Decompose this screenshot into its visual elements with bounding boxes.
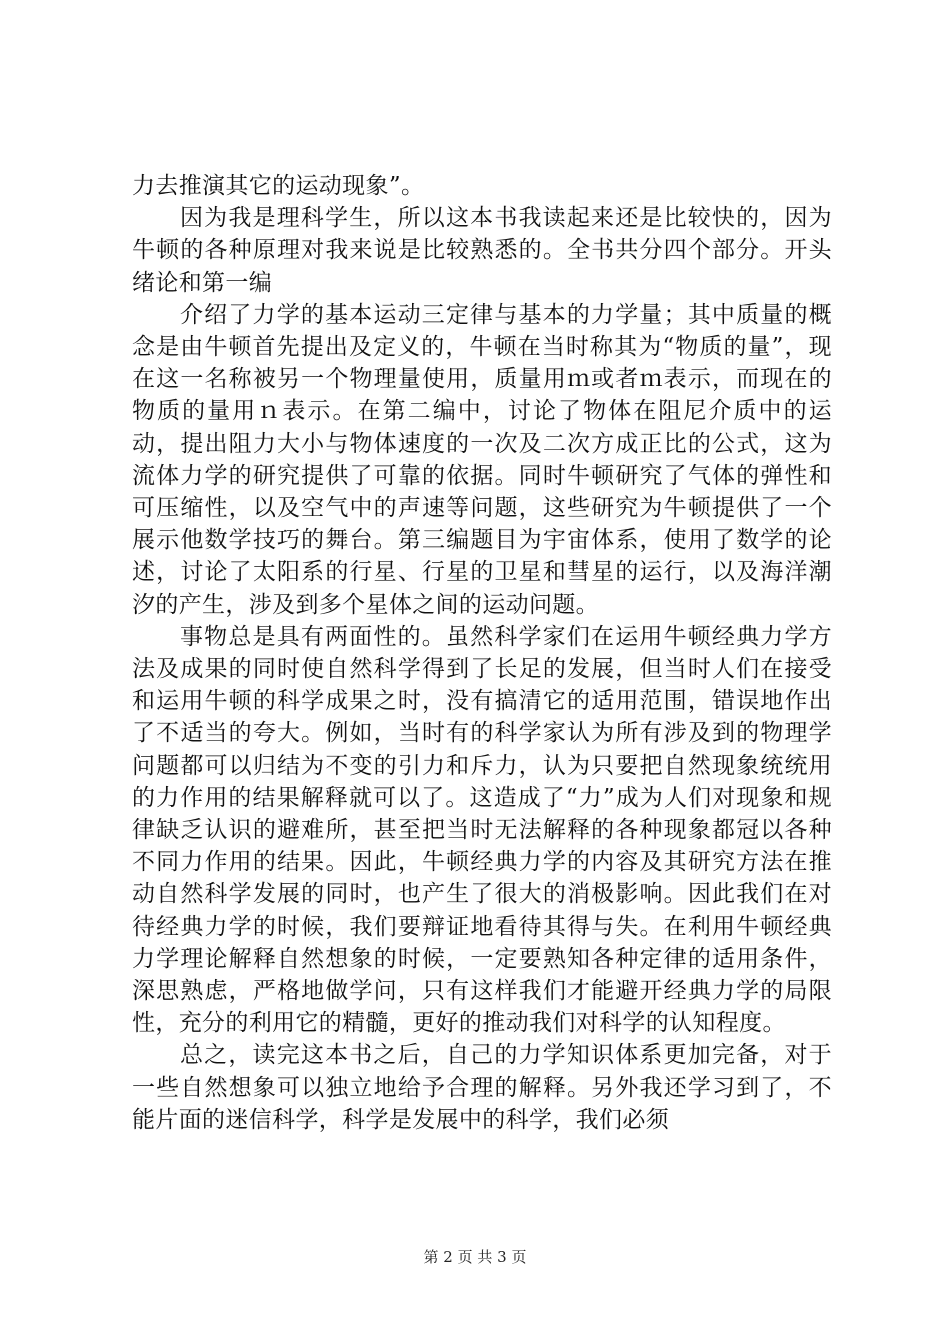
- page-footer: [0, 1246, 950, 1267]
- body-text: [132, 170, 832, 1136]
- page-number-label: 第 2 页 共 3 页: [423, 1248, 527, 1266]
- paragraph: 介绍了力学的基本运动三定律与基本的力学量；其中质量的概念是由牛顿首先提出及定义的，牛顿在当时称其为“物质的量”，现在这一名称被另一个物理量使用，质量用ｍ或者ｍ表示，而现在的物质的量用ｎ表示。在第二编中，讨论了物体在阻尼介质中的运动，提出阻力大小与物体速度的一次及二次方成正比的公式，这为流体力学的研究提供了可靠的依据。同时牛顿研究了气体的弹性和可压缩性，以及空气中的声速等问题，这些研究为牛顿提供了一个展示他数学技巧的舞台。第三编题目为宇宙体系，使用了数学的论述，讨论了太阳系的行星、行星的卫星和彗星的运行，以及海洋潮汐的产生，涉及到多个星体之间的运动问题。: [132, 301, 832, 618]
- paragraph: 总之，读完这本书之后，自己的力学知识体系更加完备，对于一些自然想象可以独立地给予合理的解释。另外我还学习到了，不能片面的迷信科学，科学是发展中的科学，我们必须: [132, 1042, 832, 1133]
- paragraph: 因为我是理科学生，所以这本书我读起来还是比较快的，因为牛顿的各种原理对我来说是比较熟悉的。全书共分四个部分。开头绪论和第一编: [132, 205, 832, 296]
- paragraph-continuation: 力去推演其它的运动现象”。: [132, 173, 425, 199]
- paragraph: 事物总是具有两面性的。虽然科学家们在运用牛顿经典力学方法及成果的同时使自然科学得到了长足的发展，但当时人们在接受和运用牛顿的科学成果之时，没有搞清它的适用范围，错误地作出了不适当的夸大。例如，当时有的科学家认为所有涉及到的物理学问题都可以归结为不变的引力和斥力，认为只要把自然现象统统用的力作用的结果解释就可以了。这造成了“力”成为人们对现象和规律缺乏认识的避难所，甚至把当时无法解释的各种现象都冠以各种不同力作用的结果。因此，牛顿经典力学的内容及其研究方法在推动自然科学发展的同时，也产生了很大的消极影响。因此我们在对待经典力学的时候，我们要辩证地看待其得与失。在利用牛顿经典力学理论解释自然想象的时候，一定要熟知各种定律的适用条件，深思熟虑，严格地做学问，只有这样我们才能避开经典力学的局限性，充分的利用它的精髓，更好的推动我们对科学的认知程度。: [132, 623, 832, 1037]
